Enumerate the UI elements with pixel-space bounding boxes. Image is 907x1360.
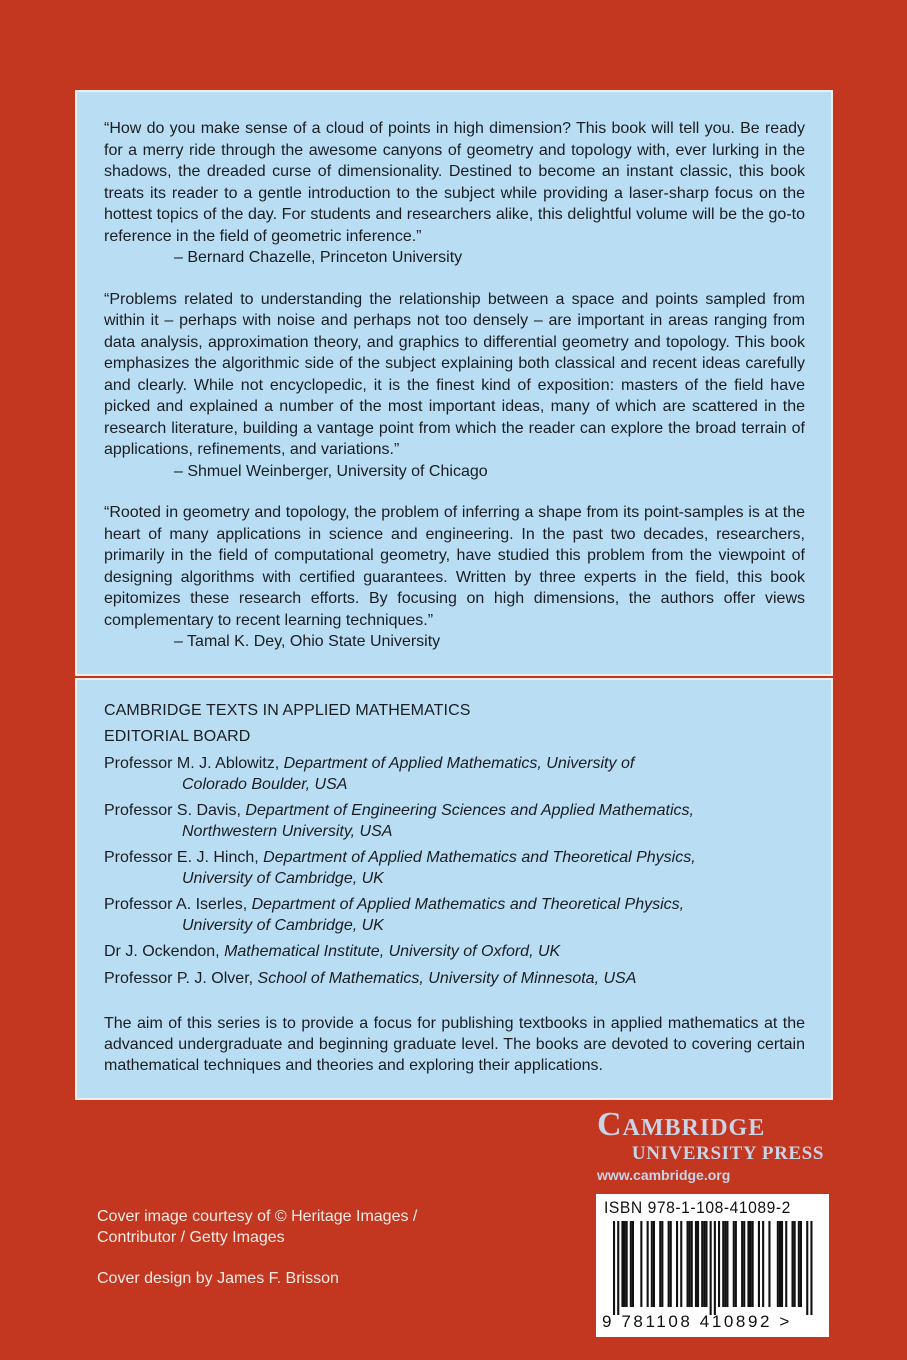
member-name: Dr J. Ockendon,: [104, 943, 220, 960]
barcode-bar: [743, 1221, 745, 1307]
barcode-bar: [632, 1221, 634, 1307]
barcode-bar: [735, 1221, 737, 1307]
barcode-bar: [762, 1221, 764, 1307]
barcode-bar: [718, 1221, 720, 1307]
board-member: [104, 969, 805, 990]
cover-design-credit: Cover design by James F. Brisson: [97, 1270, 339, 1287]
barcode-bar: [758, 1221, 760, 1307]
barcode-bar: [781, 1221, 783, 1307]
barcode-bar: [687, 1221, 689, 1307]
barcode-bar: [647, 1221, 649, 1307]
board-member: [104, 895, 805, 936]
barcode-bar: [705, 1221, 707, 1307]
isbn-barcode: [596, 1194, 829, 1337]
barcode-bar: [689, 1221, 691, 1307]
barcode-bar: [613, 1221, 615, 1315]
barcode-bar: [726, 1221, 728, 1307]
barcode-bar: [785, 1221, 787, 1307]
member-affiliation: Department of Applied Mathematics and Theoretical Physics,: [251, 896, 685, 913]
blurb-quote: “Problems related to understanding the relationship between a space and points sampled from within it – perhaps with noise and perhaps not too densely – are important in areas ranging from data analysis, approximation theory, and graphics to differential geometry and topology. This book emphasizes the algorithmic side of the subject explaining both classical and recent ideas carefully and clearly. While not encyclopedic, it is the finest kind of exposition: masters of the field have picked and explained a number of the most important ideas, many of which are scattered in the research literature, building a vantage point from which the reader can explore the broad terrain of applications, refinements, and variations.”: [104, 290, 805, 458]
publisher-logo: [597, 1106, 833, 1184]
barcode-bar: [794, 1221, 796, 1307]
member-name: Professor S. Davis,: [104, 802, 241, 819]
member-affiliation-cont: University of Cambridge, UK: [182, 916, 384, 934]
member-name: Professor P. J. Olver,: [104, 969, 254, 987]
endorsements-panel: [75, 90, 833, 676]
barcode-bar: [651, 1221, 653, 1307]
barcode-bar: [697, 1221, 699, 1307]
publisher-press: UNIVERSITY PRESS: [631, 1143, 824, 1164]
barcode-bar: [777, 1221, 779, 1307]
barcode-bar: [695, 1221, 697, 1307]
series-info-panel: [75, 678, 833, 1100]
barcode-bar: [798, 1221, 800, 1307]
board-member: [104, 942, 805, 963]
barcode-bar: [741, 1221, 743, 1307]
barcode-bar: [680, 1221, 682, 1307]
barcode-digits: 9 781108 410892 >: [602, 1312, 792, 1331]
barcode-bar: [668, 1221, 670, 1307]
barcode-bar: [701, 1221, 703, 1307]
series-aim: The aim of this series is to provide a focus for publishing textbooks in applied mathematics at the advanced undergraduate and beginning graduate level. The books are devoted to covering certain mathematical techniques and theories and exploring their applications.: [104, 1015, 805, 1074]
blurb-attribution: – Shmuel Weinberger, University of Chicago: [174, 462, 488, 480]
barcode-bar: [724, 1221, 726, 1307]
member-affiliation: Department of Applied Mathematics, University of: [283, 755, 635, 772]
barcode-bar: [714, 1221, 716, 1315]
member-name: Professor E. J. Hinch,: [104, 849, 259, 866]
publisher-name: Cambridge: [597, 1106, 766, 1143]
barcode-bar: [733, 1221, 735, 1307]
barcode-bar: [747, 1221, 749, 1307]
blurb-attribution: – Bernard Chazelle, Princeton University: [174, 249, 463, 266]
blurb-quote: “Rooted in geometry and topology, the problem of inferring a shape from its point-samples is at the heart of many applications in science and engineering. In the past two decades, researchers, primarily in the field of computational geometry, have studied this problem from the viewpoint of designing algorithms with certified guarantees. Written by three experts in the field, this book epitomizes these research efforts. By focusing on high dimensions, the authors offer views complementary to recent learning techniques.”: [104, 504, 805, 629]
board-member: [104, 801, 805, 842]
barcode-bar: [750, 1221, 752, 1307]
barcode-bar: [768, 1221, 770, 1307]
member-name: Professor M. J. Ablowitz,: [104, 755, 280, 772]
member-affiliation-cont: Northwestern University, USA: [182, 822, 393, 840]
barcode-bar: [691, 1221, 693, 1307]
member-name: Professor A. Iserles,: [104, 896, 248, 913]
barcode-bar: [800, 1221, 802, 1307]
barcode-bar: [792, 1221, 794, 1307]
publisher-url: www.cambridge.org: [597, 1167, 731, 1183]
isbn-label: ISBN 978-1-108-41089-2: [604, 1198, 791, 1217]
editorial-board-title: EDITORIAL BOARD: [104, 728, 251, 745]
member-affiliation: Department of Engineering Sciences and Applied Mathematics,: [245, 802, 694, 819]
barcode-bar: [752, 1221, 754, 1307]
barcode-bar: [779, 1221, 781, 1307]
barcode-bars: [602, 1221, 823, 1315]
barcode-bar: [810, 1221, 812, 1315]
series-title: CAMBRIDGE TEXTS IN APPLIED MATHEMATICS: [104, 702, 471, 719]
board-member: [104, 848, 805, 889]
barcode-bar: [626, 1221, 628, 1307]
member-affiliation: Mathematical Institute, University of Oxford, UK: [224, 943, 561, 960]
cover-image-credit: Cover image courtesy of © Heritage Images / Contributor / Getty Images: [97, 1208, 418, 1246]
barcode-bar: [703, 1221, 705, 1307]
barcode-bar: [659, 1221, 661, 1307]
member-affiliation-cont: University of Cambridge, UK: [182, 869, 384, 887]
member-affiliation-cont: Colorado Boulder, USA: [182, 775, 348, 793]
barcode-bar: [722, 1221, 724, 1307]
barcode-bar: [806, 1221, 808, 1315]
barcode-bar: [661, 1221, 663, 1307]
barcode-bar: [624, 1221, 626, 1307]
board-member: [104, 754, 805, 795]
member-affiliation: Department of Applied Mathematics and Theoretical Physics,: [263, 849, 696, 866]
barcode-bar: [670, 1221, 672, 1307]
barcode-bar: [617, 1221, 619, 1315]
barcode-bar: [640, 1221, 642, 1307]
barcode-bar: [630, 1221, 632, 1307]
barcode-bar: [676, 1221, 678, 1307]
blurb-attribution: – Tamal K. Dey, Ohio State University: [174, 633, 441, 650]
blurb-quote: “How do you make sense of a cloud of points in high dimension? This book will tell you. Be ready for a merry ride through the awesome canyons of geometry and topology with, ever lurking in the shadows, the dreaded curse of dimensionality. Destined to become an instant classic, this book treats its reader to a gentle introduction to the subject while providing a laser-sharp focus on the hottest topics of the day. For students and researchers alike, this delightful volume will be the go-to reference in the field of geometric inference.”: [104, 120, 805, 245]
barcode-bar: [653, 1221, 655, 1307]
member-affiliation: School of Mathematics, University of Minnesota, USA: [257, 969, 637, 987]
barcode-bar: [710, 1221, 712, 1315]
barcode-bar: [621, 1221, 623, 1307]
